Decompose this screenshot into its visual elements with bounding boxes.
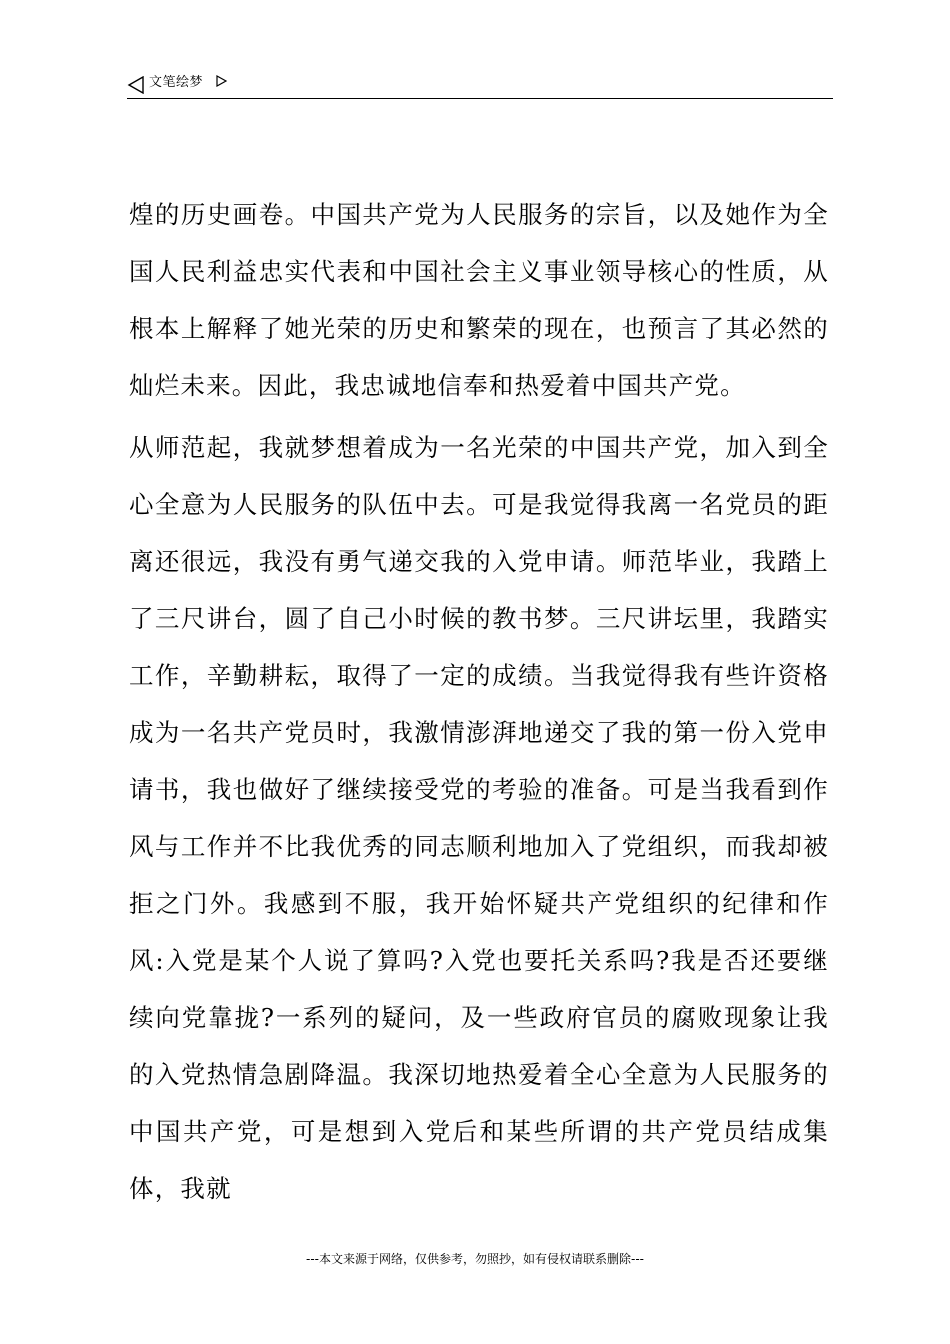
footer-disclaimer: ---本文来源于网络，仅供参考，勿照抄，如有侵权请联系删除--- [306, 1252, 644, 1266]
header-title: 文笔绘梦 [149, 75, 204, 90]
paragraph-2: 从师范起，我就梦想着成为一名光荣的中国共产党，加入到全心全意为人民服务的队伍中去。可是我觉得我离一名党员的距离还很远，我没有勇气递交我的入党申请。师范毕业，我踏上了三尺讲台，圆了自己小时候的教书梦。三尺讲坛里，我踏实工作，辛勤耕耘，取得了一定的成绩。当我觉得我有些许资格成为一名共产党员时，我激情澎湃地递交了我的第一份入党申请书，我也做好了继续接受党的考验的准备。可是当我看到作风与工作并不比我优秀的同志顺利地加入了党组织，而我却被拒之门外。我感到不服，我开始怀疑共产党组织的纪律和作风:入党是某个人说了算吗?入党也要托关系吗?我是否还要继续向党靠拢?一系列的疑问，及一些政府官员的腐败现象让我的入党热情急剧降温。我深切地热爱着全心全意为人民服务的中国共产党，可是想到入党后和某些所谓的共产党员结成集体，我就 [129, 433, 829, 1203]
triangle-right-icon [216, 75, 227, 87]
document-body [129, 186, 829, 1222]
paragraph-1: 煌的历史画卷。中国共产党为人民服务的宗旨，以及她作为全国人民利益忠实代表和中国社会主义事业领导核心的性质，从根本上解释了她光荣的历史和繁荣的现在，也预言了其必然的灿烂未来。因此，我忠诚地信奉和热爱着中国共产党。 [129, 200, 829, 400]
page-header [127, 68, 833, 99]
triangle-left-icon [127, 76, 145, 94]
